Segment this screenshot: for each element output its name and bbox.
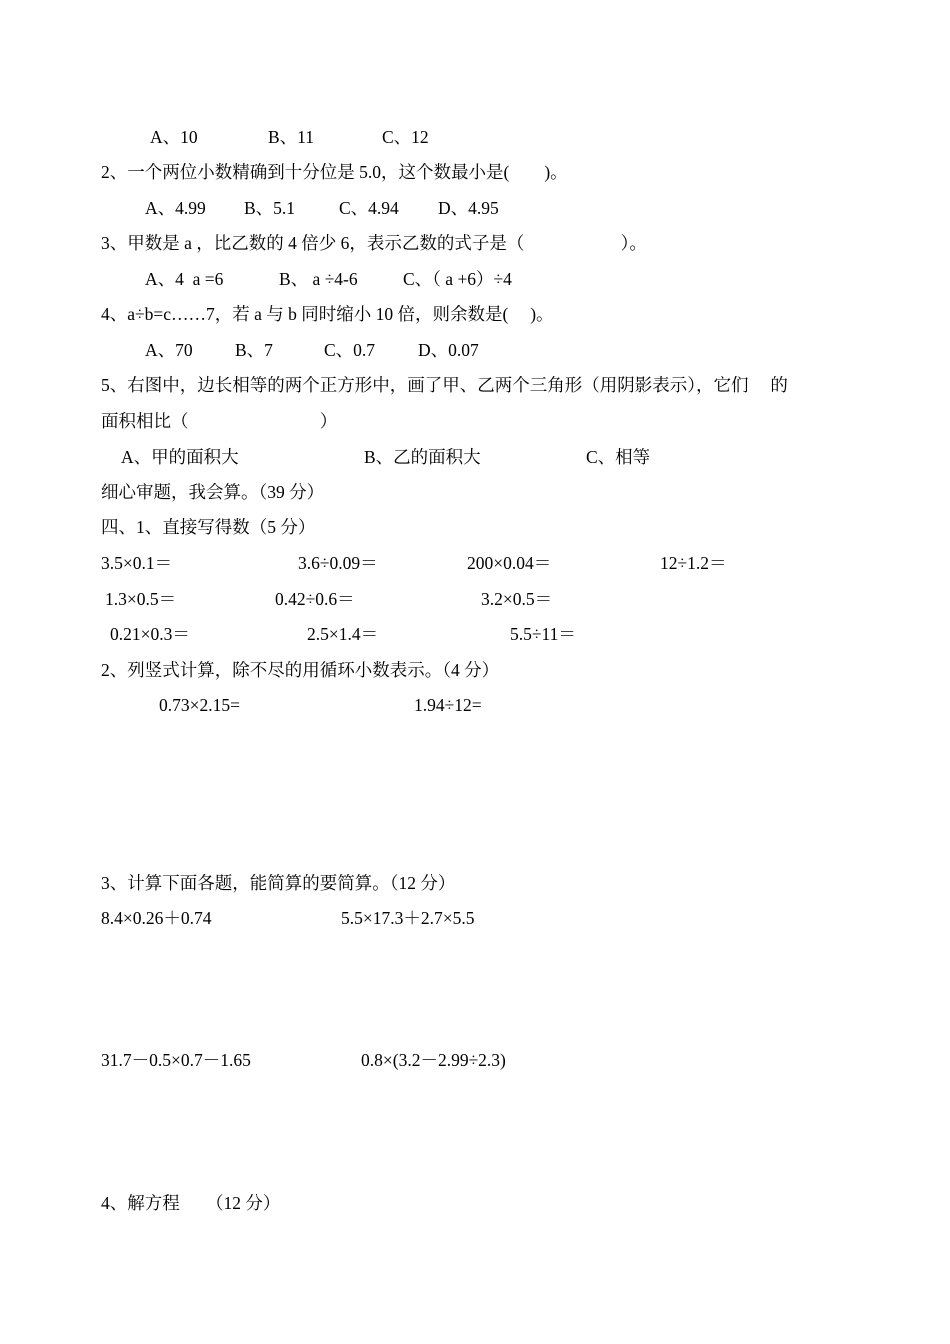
q3-option-c: C、（ a +6）÷4 (403, 269, 512, 289)
section-title: 细心审题，我会算。（39 分） (101, 482, 325, 502)
part4-title: 4、解方程 （12 分） (101, 1193, 281, 1213)
q2-option-b: B、5.1 (244, 198, 296, 218)
part1-item: 12÷1.2＝ (660, 553, 727, 573)
q5-option-b: B、乙的面积大 (364, 447, 481, 467)
part1-item: 3.2×0.5＝ (481, 589, 553, 609)
part1-item: 5.5÷11＝ (510, 624, 576, 644)
part3-title: 3、计算下面各题，能简算的要简算。（12 分） (101, 873, 456, 893)
q3-option-b: B、 a ÷4-6 (279, 269, 358, 289)
part2-title: 2、列竖式计算，除不尽的用循环小数表示。（4 分） (101, 660, 500, 680)
q4-option-d: D、0.07 (418, 340, 479, 360)
q2-stem: 2、一个两位小数精确到十分位是 5.0，这个数最小是( )。 (101, 162, 568, 182)
part3-item: 0.8×(3.2－2.99÷2.3) (361, 1050, 506, 1070)
part1-item: 2.5×1.4＝ (307, 624, 379, 644)
part3-item: 8.4×0.26＋0.74 (101, 908, 212, 928)
part1-item: 0.42÷0.6＝ (275, 589, 355, 609)
q1-option-c: C、12 (382, 127, 429, 147)
q2-option-d: D、4.95 (438, 198, 499, 218)
q2-option-c: C、4.94 (339, 198, 399, 218)
q5-option-a: A、甲的面积大 (121, 447, 239, 467)
q4-option-a: A、70 (145, 340, 193, 360)
part1-item: 0.21×0.3＝ (110, 624, 190, 644)
q4-stem: 4、a÷b=c……7，若 a 与 b 同时缩小 10 倍，则余数是( )。 (101, 304, 554, 324)
q3-stem: 3、甲数是 a ，比乙数的 4 倍少 6，表示乙数的式子是（ ）。 (101, 233, 647, 253)
part2-item: 1.94÷12= (414, 695, 482, 715)
part1-title: 四、1、直接写得数（5 分） (101, 517, 316, 537)
part2-item: 0.73×2.15= (159, 695, 240, 715)
q5-option-c: C、相等 (586, 447, 651, 467)
q4-option-c: C、0.7 (324, 340, 376, 360)
part1-item: 1.3×0.5＝ (105, 589, 177, 609)
part3-item: 31.7－0.5×0.7－1.65 (101, 1050, 251, 1070)
q3-option-a: A、4 a =6 (145, 269, 224, 289)
q2-option-a: A、4.99 (145, 198, 206, 218)
q1-option-a: A、10 (150, 127, 198, 147)
part3-item: 5.5×17.3＋2.7×5.5 (341, 908, 475, 928)
q5-stem-line2: 面积相比（ ） (101, 411, 338, 431)
q4-option-b: B、7 (235, 340, 273, 360)
part1-item: 200×0.04＝ (467, 553, 552, 573)
part1-item: 3.5×0.1＝ (101, 553, 173, 573)
part1-item: 3.6÷0.09＝ (298, 553, 378, 573)
q1-option-b: B、11 (268, 127, 315, 147)
q5-stem-line1: 5、右图中，边长相等的两个正方形中，画了甲、乙两个三角形（用阴影表示），它们 的 (101, 375, 788, 395)
